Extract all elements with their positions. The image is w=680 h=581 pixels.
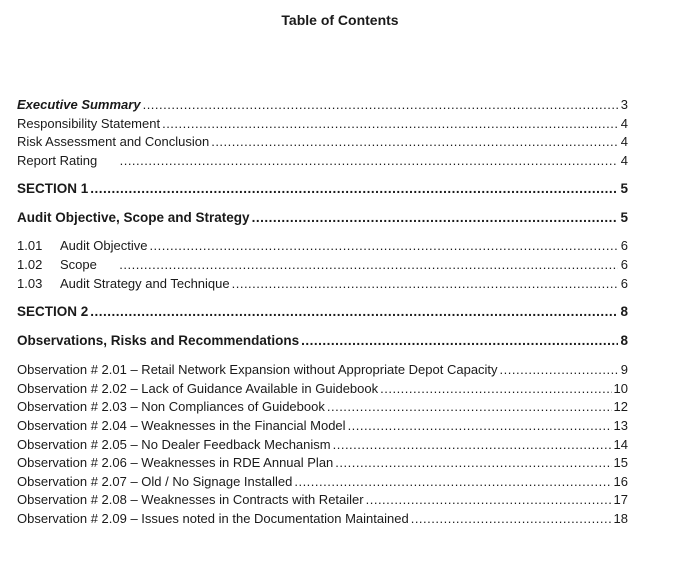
toc-page-number: 5	[620, 210, 628, 226]
toc-entry-risk-assessment[interactable]	[17, 133, 628, 152]
toc-entry-label: Observation # 2.02 – Lack of Guidance Available in Guidebook	[17, 380, 379, 396]
toc-entry-observation-2-03[interactable]	[17, 398, 628, 417]
toc-entry-report-rating[interactable]	[17, 152, 628, 171]
toc-page-number: 4	[620, 115, 628, 131]
toc-entry-1-03[interactable]	[17, 275, 628, 294]
toc-page-number: 8	[620, 333, 628, 349]
dot-leader	[333, 436, 612, 455]
toc-entry-label: Audit Objective	[60, 238, 148, 254]
dot-leader	[90, 302, 618, 321]
toc-entry-label: Observation # 2.05 – No Dealer Feedback Mechanism	[17, 436, 331, 452]
toc-entry-observation-2-01[interactable]	[17, 361, 628, 380]
toc-entry-observation-2-08[interactable]	[17, 491, 628, 510]
toc-entry-section-2-title[interactable]	[17, 331, 628, 350]
dot-leader	[294, 473, 611, 492]
toc-page-number: 4	[620, 152, 628, 168]
dot-leader	[301, 331, 618, 350]
toc-entry-number: 1.01	[17, 238, 43, 254]
toc-entry-number: 1.03	[17, 275, 43, 291]
toc-entry-observation-2-06[interactable]	[17, 454, 628, 473]
toc-page-number: 13	[613, 417, 628, 433]
dot-leader	[149, 237, 618, 256]
dot-leader	[411, 510, 612, 529]
toc-entry-label: Observation # 2.03 – Non Compliances of Guidebook	[17, 399, 325, 415]
toc-list	[17, 96, 628, 529]
toc-entry-section-1-title[interactable]	[17, 208, 628, 227]
toc-page-number: 8	[620, 304, 628, 320]
dot-leader	[327, 398, 612, 417]
toc-page-number: 17	[613, 492, 628, 508]
toc-page-number: 4	[620, 134, 628, 150]
dot-leader	[211, 133, 618, 152]
toc-entry-label: Scope	[60, 256, 97, 272]
dot-leader	[162, 115, 618, 134]
toc-entry-label: Observation # 2.07 – Old / No Signage Installed	[17, 473, 293, 489]
toc-entry-observation-2-09[interactable]	[17, 510, 628, 529]
toc-page-number: 10	[613, 380, 628, 396]
toc-entry-label: Observation # 2.09 – Issues noted in the Documentation Maintained	[17, 510, 409, 526]
toc-page-number: 5	[620, 181, 628, 197]
toc-entry-label: Audit Objective, Scope and Strategy	[17, 210, 250, 226]
toc-entry-observation-2-05[interactable]	[17, 436, 628, 455]
toc-entry-number: 1.02	[17, 256, 43, 272]
toc-page-number: 6	[620, 256, 628, 272]
toc-entry-label: Risk Assessment and Conclusion	[17, 134, 210, 150]
toc-entry-section-2[interactable]	[17, 302, 628, 321]
toc-page-number: 18	[613, 510, 628, 526]
toc-page-number: 3	[620, 97, 628, 112]
toc-page-number: 9	[620, 362, 628, 378]
dot-leader	[252, 208, 618, 227]
dot-leader	[143, 96, 618, 115]
toc-entry-1-01[interactable]	[17, 237, 628, 256]
toc-entry-observation-2-02[interactable]	[17, 380, 628, 399]
toc-entry-1-02[interactable]	[17, 256, 628, 275]
dot-leader	[366, 491, 612, 510]
toc-page-number: 14	[613, 436, 628, 452]
toc-entry-observation-2-04[interactable]	[17, 417, 628, 436]
toc-title: Table of Contents	[281, 12, 399, 28]
dot-leader	[119, 256, 618, 275]
toc-entry-section-1[interactable]	[17, 179, 628, 198]
toc-page-number: 6	[620, 275, 628, 291]
toc-entry-observation-2-07[interactable]	[17, 473, 628, 492]
toc-entry-label: SECTION 1	[17, 181, 89, 197]
toc-entry-label: Audit Strategy and Technique	[60, 275, 230, 291]
toc-entry-label: Executive Summary	[17, 97, 141, 112]
dot-leader	[500, 361, 618, 380]
toc-entry-label: Observation # 2.08 – Weaknesses in Contracts with Retailer	[17, 492, 364, 508]
toc-entry-label: Report Rating	[17, 152, 98, 168]
toc-entry-label: Observation # 2.01 – Retail Network Expansion without Appropriate Depot Capacity	[17, 362, 498, 378]
toc-page-number: 16	[613, 473, 628, 489]
toc-entry-label: Observations, Risks and Recommendations	[17, 333, 300, 349]
toc-entry-label: Responsibility Statement	[17, 115, 161, 131]
dot-leader	[380, 380, 611, 399]
toc-entry-label: SECTION 2	[17, 304, 89, 320]
toc-page-number: 15	[613, 455, 628, 471]
dot-leader	[232, 275, 618, 294]
dot-leader	[90, 179, 618, 198]
toc-page-number: 12	[613, 399, 628, 415]
dot-leader	[335, 454, 611, 473]
toc-entry-executive-summary[interactable]	[17, 96, 628, 115]
toc-entry-label: Observation # 2.04 – Weaknesses in the Financial Model	[17, 417, 346, 433]
dot-leader	[348, 417, 612, 436]
dot-leader	[120, 152, 618, 171]
toc-entry-responsibility-statement[interactable]	[17, 115, 628, 134]
toc-entry-label: Observation # 2.06 – Weaknesses in RDE Annual Plan	[17, 455, 334, 471]
toc-page-number: 6	[620, 238, 628, 254]
